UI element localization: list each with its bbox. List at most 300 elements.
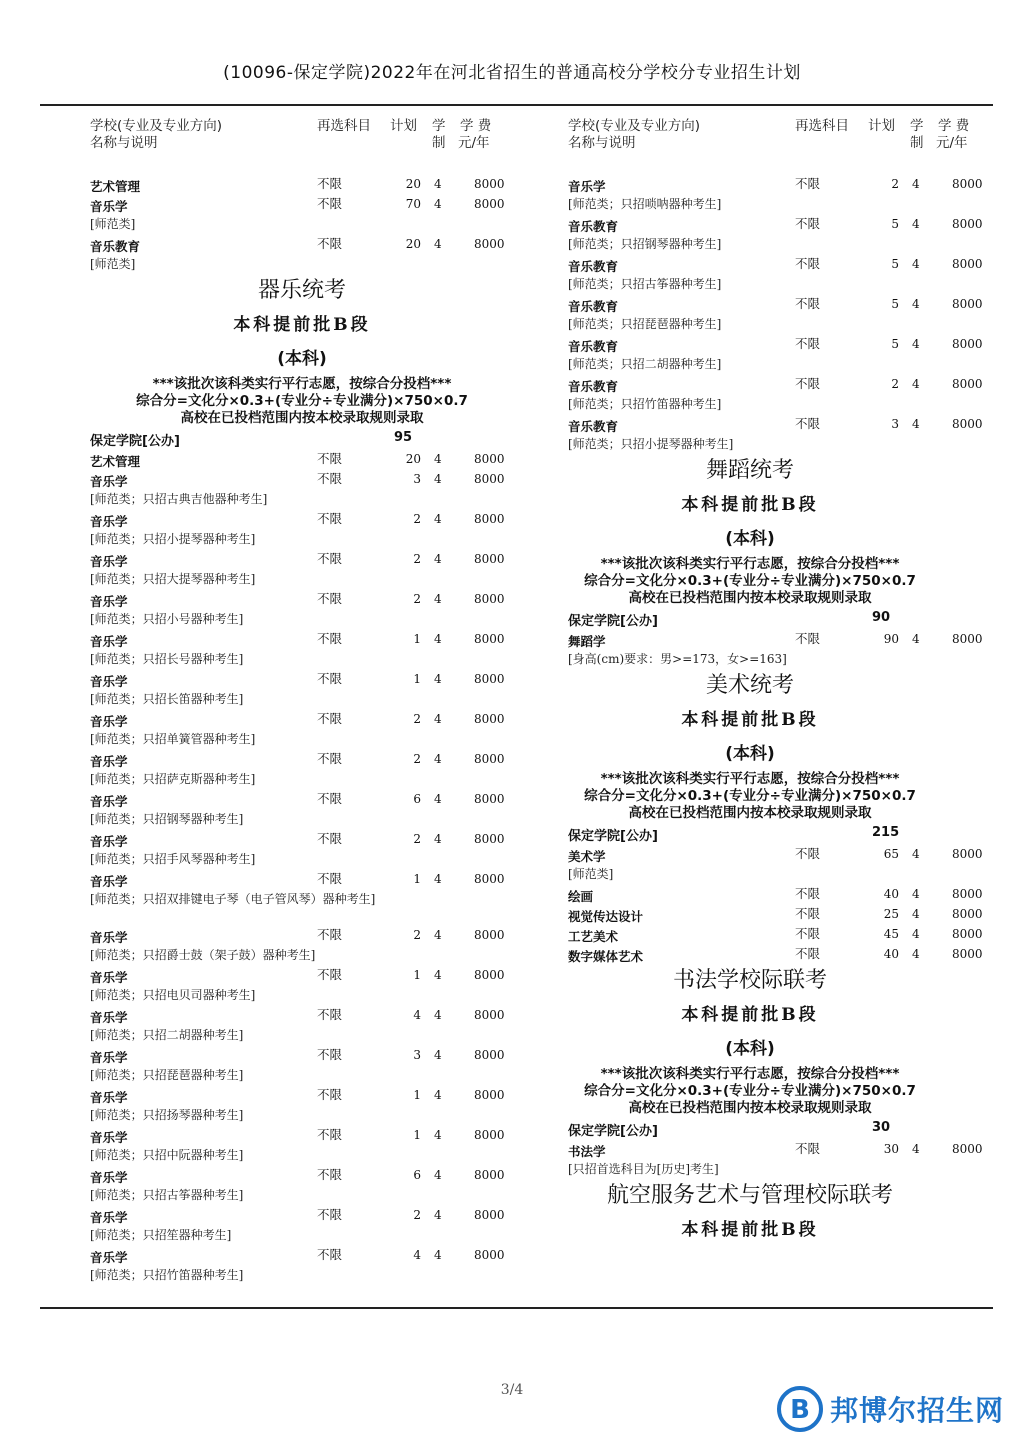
section-rule-1: ***该批次该科类实行平行志愿，按综合分投档*** [600, 556, 900, 572]
major-name: 音乐学 [90, 554, 128, 569]
elective-subject: 不限 [317, 1207, 343, 1222]
table-row [82, 1125, 522, 1145]
plan-count: 1 [413, 968, 421, 982]
major-name: 音乐学 [90, 634, 128, 649]
section-batch: 本科提前批B段 [233, 315, 371, 335]
elective-subject: 不限 [795, 906, 821, 921]
section-rule-3: 高校在已投档范围内按本校录取规则录取 [628, 805, 872, 821]
major-note: [师范类；只招电贝司器种考生] [90, 988, 256, 1002]
elective-subject: 不限 [795, 846, 821, 861]
bottom-rule [40, 1307, 993, 1309]
plan-count: 70 [405, 197, 421, 211]
elective-subject: 不限 [795, 416, 821, 431]
study-years: 4 [912, 297, 920, 311]
tuition-fee: 8000 [474, 472, 505, 486]
study-years: 4 [434, 452, 442, 466]
school-name: 保定学院[公办] [568, 829, 658, 844]
major-note: [师范类；只招单簧管器种考生] [90, 732, 256, 746]
major-name: 音乐学 [90, 1250, 128, 1265]
elective-subject: 不限 [317, 451, 343, 466]
tuition-fee: 8000 [474, 592, 505, 606]
left-top-rows [82, 174, 522, 274]
header-plan: 计划 [868, 118, 895, 134]
section-rule-2: 综合分=文化分×0.3+(专业分÷专业满分)×750×0.7 [136, 393, 468, 409]
major-name: 美术学 [568, 849, 606, 864]
study-years: 4 [434, 672, 442, 686]
tuition-fee: 8000 [952, 377, 983, 391]
section-batch: 本科提前批B段 [681, 710, 819, 730]
tuition-fee: 8000 [474, 1128, 505, 1142]
tuition-fee: 8000 [474, 1168, 505, 1182]
major-name: 音乐学 [90, 794, 128, 809]
section-title: 舞蹈统考 [705, 458, 794, 483]
major-note: [师范类；只招笙器种考生] [90, 1228, 232, 1242]
major-name: 音乐教育 [568, 419, 619, 434]
school-row [560, 607, 1000, 629]
section-rule-1: ***该批次该科类实行平行志愿，按综合分投档*** [600, 1066, 900, 1082]
table-row [82, 1245, 522, 1265]
major-name: 艺术管理 [90, 179, 141, 194]
elective-subject: 不限 [317, 1127, 343, 1142]
elective-subject: 不限 [795, 216, 821, 231]
major-name: 音乐学 [90, 1050, 128, 1065]
major-name: 音乐学 [90, 199, 128, 214]
major-note: [师范类；只招古筝器种考生] [568, 277, 722, 291]
table-row [82, 629, 522, 649]
major-note: [师范类；只招小提琴器种考生] [90, 532, 256, 546]
section-batch: 本科提前批B段 [681, 495, 819, 515]
study-years: 4 [912, 947, 920, 961]
header-years-line2: 制 [910, 135, 924, 151]
school-count: 30 [872, 1120, 891, 1135]
table-row [560, 214, 1000, 234]
plan-count: 3 [413, 472, 421, 486]
elective-subject: 不限 [795, 296, 821, 311]
school-count: 90 [872, 610, 891, 625]
major-note: [师范类；只招长笛器种考生] [90, 692, 244, 706]
section-kind: (本科) [277, 349, 327, 369]
major-note: [师范类；只招琵琶器种考生] [90, 1068, 244, 1082]
table-row [82, 449, 522, 469]
major-name: 绘画 [568, 889, 594, 904]
table-row [560, 844, 1000, 864]
tuition-fee: 8000 [952, 847, 983, 861]
major-name: 数字媒体艺术 [568, 949, 644, 964]
major-name: 音乐学 [90, 754, 128, 769]
major-note: [师范类；只招萨克斯器种考生] [90, 772, 256, 786]
plan-count: 2 [413, 512, 421, 526]
school-name: 保定学院[公办] [568, 614, 658, 629]
section-title: 器乐统考 [257, 278, 346, 303]
right-top-rows [560, 174, 1000, 454]
tuition-fee: 8000 [952, 907, 983, 921]
study-years: 4 [434, 872, 442, 886]
table-row [82, 749, 522, 769]
section-kind: (本科) [725, 744, 775, 764]
elective-subject: 不限 [317, 511, 343, 526]
tuition-fee: 8000 [474, 672, 505, 686]
plan-count: 2 [891, 377, 899, 391]
plan-count: 40 [883, 947, 899, 961]
elective-subject: 不限 [795, 336, 821, 351]
table-row [82, 549, 522, 569]
school-count: 95 [394, 430, 413, 445]
tuition-fee: 8000 [474, 552, 505, 566]
table-row [560, 174, 1000, 194]
study-years: 4 [434, 552, 442, 566]
study-years: 4 [434, 632, 442, 646]
study-years: 4 [434, 1088, 442, 1102]
section-title: 航空服务艺术与管理校际联考 [606, 1183, 893, 1208]
school-count: 215 [872, 825, 900, 840]
table-row [82, 174, 522, 194]
table-row [82, 1165, 522, 1185]
major-name: 音乐学 [90, 674, 128, 689]
table-row [560, 924, 1000, 944]
elective-subject: 不限 [317, 831, 343, 846]
tuition-fee: 8000 [474, 968, 505, 982]
plan-count: 3 [413, 1048, 421, 1062]
svg-text:B: B [790, 1395, 810, 1425]
document-title: (10096-保定学院)2022年在河北省招生的普通高校分学校分专业招生计划 [223, 63, 801, 83]
study-years: 4 [434, 1128, 442, 1142]
study-years: 4 [434, 1248, 442, 1262]
elective-subject: 不限 [317, 871, 343, 886]
elective-subject: 不限 [317, 471, 343, 486]
header-fee-line2: 元/年 [936, 135, 968, 151]
plan-count: 20 [405, 237, 421, 251]
study-years: 4 [912, 887, 920, 901]
tuition-fee: 8000 [952, 947, 983, 961]
tuition-fee: 8000 [952, 297, 983, 311]
plan-count: 25 [883, 907, 899, 921]
section-rows [560, 629, 1000, 669]
elective-subject: 不限 [317, 631, 343, 646]
exam-section [520, 669, 980, 822]
tuition-fee: 8000 [952, 417, 983, 431]
study-years: 4 [912, 417, 920, 431]
study-years: 4 [912, 177, 920, 191]
elective-subject: 不限 [795, 926, 821, 941]
tuition-fee: 8000 [474, 928, 505, 942]
plan-count: 2 [413, 832, 421, 846]
plan-count: 2 [413, 928, 421, 942]
major-note: [师范类；只招二胡器种考生] [568, 357, 722, 371]
elective-subject: 不限 [317, 591, 343, 606]
table-row [560, 254, 1000, 274]
section-instrumental [12, 274, 592, 427]
major-note: [师范类；只招长号器种考生] [90, 652, 244, 666]
elective-subject: 不限 [317, 551, 343, 566]
study-years: 4 [434, 1168, 442, 1182]
major-name: 音乐教育 [90, 239, 141, 254]
watermark-text: 邦博尔招生网 [830, 1394, 1005, 1427]
tuition-fee: 8000 [952, 257, 983, 271]
elective-subject: 不限 [317, 967, 343, 982]
tuition-fee: 8000 [952, 217, 983, 231]
major-note: [师范类；只招竹笛器种考生] [90, 1268, 244, 1282]
major-name: 工艺美术 [568, 929, 619, 944]
elective-subject: 不限 [317, 236, 343, 251]
major-name: 音乐教育 [568, 379, 619, 394]
major-note: [师范类；只招爵士鼓（架子鼓）器种考生] [90, 948, 316, 962]
major-note: [师范类；只招钢琴器种考生] [568, 237, 722, 251]
study-years: 4 [434, 512, 442, 526]
tuition-fee: 8000 [474, 1248, 505, 1262]
table-row [82, 469, 522, 489]
section-rule-2: 综合分=文化分×0.3+(专业分÷专业满分)×750×0.7 [584, 788, 916, 804]
header-years-line2: 制 [432, 135, 446, 151]
tuition-fee: 8000 [474, 197, 505, 211]
section-rows [560, 844, 1000, 964]
table-row [560, 629, 1000, 649]
elective-subject: 不限 [317, 751, 343, 766]
major-note: [师范类] [90, 257, 136, 271]
header-name-line2: 名称与说明 [568, 135, 636, 151]
major-note: [师范类；只招古筝器种考生] [90, 1188, 244, 1202]
plan-count: 2 [891, 177, 899, 191]
header-fee-line2: 元/年 [458, 135, 490, 151]
study-years: 4 [434, 592, 442, 606]
section-rule-3: 高校在已投档范围内按本校录取规则录取 [628, 590, 872, 606]
major-name: 视觉传达设计 [568, 909, 644, 924]
section-rows [560, 1139, 1000, 1179]
study-years: 4 [912, 337, 920, 351]
major-name: 音乐教育 [568, 259, 619, 274]
table-row [560, 294, 1000, 314]
plan-count: 2 [413, 1208, 421, 1222]
header-years-line1: 学 [910, 118, 924, 134]
right-column [560, 116, 1000, 1247]
major-name: 舞蹈学 [568, 634, 606, 649]
tuition-fee: 8000 [474, 832, 505, 846]
table-header [560, 116, 1000, 174]
elective-subject: 不限 [317, 1007, 343, 1022]
major-note: [只招首选科目为[历史]考生] [568, 1162, 719, 1176]
plan-count: 3 [891, 417, 899, 431]
header-name-line2: 名称与说明 [90, 135, 158, 151]
school-row [82, 427, 522, 449]
header-fee-line1: 学 费 [460, 118, 492, 134]
tuition-fee: 8000 [474, 1048, 505, 1062]
major-name: 音乐学 [90, 1170, 128, 1185]
table-row [82, 869, 522, 889]
table-row [82, 1005, 522, 1025]
table-row [560, 1139, 1000, 1159]
section-batch: 本科提前批B段 [681, 1220, 819, 1240]
major-note: [师范类] [568, 867, 614, 881]
major-note: [师范类；只招小提琴器种考生] [568, 437, 734, 451]
section-kind: (本科) [725, 529, 775, 549]
plan-count: 65 [883, 847, 899, 861]
study-years: 4 [912, 217, 920, 231]
table-row [82, 1045, 522, 1065]
elective-subject: 不限 [317, 711, 343, 726]
exam-section [520, 964, 980, 1117]
tuition-fee: 8000 [474, 712, 505, 726]
study-years: 4 [434, 1048, 442, 1062]
table-row [82, 925, 522, 945]
section-rule-3: 高校在已投档范围内按本校录取规则录取 [180, 410, 424, 426]
section-kind: (本科) [725, 1039, 775, 1059]
plan-count: 40 [883, 887, 899, 901]
study-years: 4 [434, 792, 442, 806]
exam-section [520, 454, 980, 607]
study-years: 4 [434, 928, 442, 942]
plan-count: 5 [891, 257, 899, 271]
elective-subject: 不限 [317, 1047, 343, 1062]
major-note: [师范类；只招竹笛器种考生] [568, 397, 722, 411]
plan-count: 2 [413, 592, 421, 606]
major-note: [师范类；只招大提琴器种考生] [90, 572, 256, 586]
page-number: 3/4 [500, 1382, 524, 1398]
tuition-fee: 8000 [474, 1208, 505, 1222]
elective-subject: 不限 [317, 1167, 343, 1182]
tuition-fee: 8000 [952, 632, 983, 646]
study-years: 4 [434, 712, 442, 726]
table-row [560, 374, 1000, 394]
tuition-fee: 8000 [474, 237, 505, 251]
plan-count: 1 [413, 632, 421, 646]
elective-subject: 不限 [317, 176, 343, 191]
major-name: 音乐教育 [568, 219, 619, 234]
tuition-fee: 8000 [474, 177, 505, 191]
major-name: 音乐教育 [568, 339, 619, 354]
study-years: 4 [434, 197, 442, 211]
header-plan: 计划 [390, 118, 417, 134]
major-name: 音乐学 [90, 970, 128, 985]
tuition-fee: 8000 [474, 632, 505, 646]
right-sections [560, 454, 1000, 1179]
plan-count: 20 [405, 452, 421, 466]
study-years: 4 [434, 832, 442, 846]
plan-count: 2 [413, 712, 421, 726]
major-name: 音乐学 [90, 594, 128, 609]
section-title: 美术统考 [705, 673, 794, 698]
plan-count: 2 [413, 752, 421, 766]
major-name: 音乐学 [90, 834, 128, 849]
plan-count: 1 [413, 1088, 421, 1102]
major-note: [身高(cm)要求：男>=173，女>=163] [568, 652, 787, 666]
major-name: 音乐学 [90, 714, 128, 729]
major-note: [师范类；只招钢琴器种考生] [90, 812, 244, 826]
major-name: 音乐学 [90, 874, 128, 889]
plan-count: 1 [413, 1128, 421, 1142]
table-row [82, 1205, 522, 1225]
table-row [82, 669, 522, 689]
major-note: [师范类；只招二胡器种考生] [90, 1028, 244, 1042]
major-note: [师范类；只招中阮器种考生] [90, 1148, 244, 1162]
watermark [776, 1383, 1004, 1435]
elective-subject: 不限 [317, 196, 343, 211]
watermark-logo-icon [776, 1385, 824, 1433]
major-note: [师范类；只招琵琶器种考生] [568, 317, 722, 331]
header-years-line1: 学 [432, 118, 446, 134]
section-title: 书法学校际联考 [672, 968, 827, 993]
section-rule-2: 综合分=文化分×0.3+(专业分÷专业满分)×750×0.7 [584, 1083, 916, 1099]
tuition-fee: 8000 [474, 512, 505, 526]
school-name: 保定学院[公办] [568, 1124, 658, 1139]
table-row [560, 414, 1000, 434]
major-name: 音乐学 [90, 1010, 128, 1025]
section-rule-3: 高校在已投档范围内按本校录取规则录取 [628, 1100, 872, 1116]
header-name-line1: 学校(专业及专业方向) [568, 118, 701, 134]
header-fee-line1: 学 费 [938, 118, 970, 134]
study-years: 4 [434, 177, 442, 191]
section-rule-2: 综合分=文化分×0.3+(专业分÷专业满分)×750×0.7 [584, 573, 916, 589]
elective-subject: 不限 [795, 256, 821, 271]
tuition-fee: 8000 [474, 452, 505, 466]
tuition-fee: 8000 [952, 927, 983, 941]
plan-count: 5 [891, 217, 899, 231]
tuition-fee: 8000 [474, 1008, 505, 1022]
major-name: 音乐学 [90, 1210, 128, 1225]
plan-count: 1 [413, 672, 421, 686]
major-name: 音乐学 [90, 514, 128, 529]
tuition-fee: 8000 [474, 1088, 505, 1102]
major-name: 音乐学 [90, 930, 128, 945]
plan-count: 90 [883, 632, 899, 646]
left-column [82, 116, 522, 1285]
left-major-rows [82, 449, 522, 1285]
school-row [560, 822, 1000, 844]
header-name-line1: 学校(专业及专业方向) [90, 118, 223, 134]
section-rule-1: ***该批次该科类实行平行志愿，按综合分投档*** [152, 376, 452, 392]
school-name: 保定学院[公办] [90, 434, 180, 449]
major-name: 音乐学 [90, 1130, 128, 1145]
study-years: 4 [912, 377, 920, 391]
elective-subject: 不限 [317, 791, 343, 806]
study-years: 4 [434, 752, 442, 766]
study-years: 4 [912, 1142, 920, 1156]
tuition-fee: 8000 [952, 1142, 983, 1156]
table-row [560, 334, 1000, 354]
tuition-fee: 8000 [474, 792, 505, 806]
tuition-fee: 8000 [952, 337, 983, 351]
plan-count: 4 [413, 1248, 421, 1262]
table-row [560, 884, 1000, 904]
plan-count: 2 [413, 552, 421, 566]
major-name: 音乐教育 [568, 299, 619, 314]
elective-subject: 不限 [795, 886, 821, 901]
elective-subject: 不限 [317, 1087, 343, 1102]
study-years: 4 [434, 1208, 442, 1222]
elective-subject: 不限 [317, 1247, 343, 1262]
plan-count: 6 [413, 1168, 421, 1182]
study-years: 4 [434, 1008, 442, 1022]
table-row [82, 234, 522, 254]
table-row [560, 904, 1000, 924]
plan-count: 6 [413, 792, 421, 806]
plan-count: 4 [413, 1008, 421, 1022]
study-years: 4 [912, 927, 920, 941]
school-row [560, 1117, 1000, 1139]
major-note: [师范类；只招双排键电子琴（电子管风琴）器种考生] [90, 892, 376, 906]
header-subject: 再选科目 [317, 118, 371, 134]
major-name: 音乐学 [568, 179, 606, 194]
table-row [82, 789, 522, 809]
study-years: 4 [912, 907, 920, 921]
major-note: [师范类；只招古典吉他器种考生] [90, 492, 268, 506]
tuition-fee: 8000 [952, 887, 983, 901]
section-rule-1: ***该批次该科类实行平行志愿，按综合分投档*** [600, 771, 900, 787]
major-name: 音乐学 [90, 474, 128, 489]
table-row [82, 829, 522, 849]
table-header [82, 116, 522, 174]
table-row [82, 709, 522, 729]
major-note: [师范类] [90, 217, 136, 231]
major-note: [师范类；只招唢呐器种考生] [568, 197, 722, 211]
